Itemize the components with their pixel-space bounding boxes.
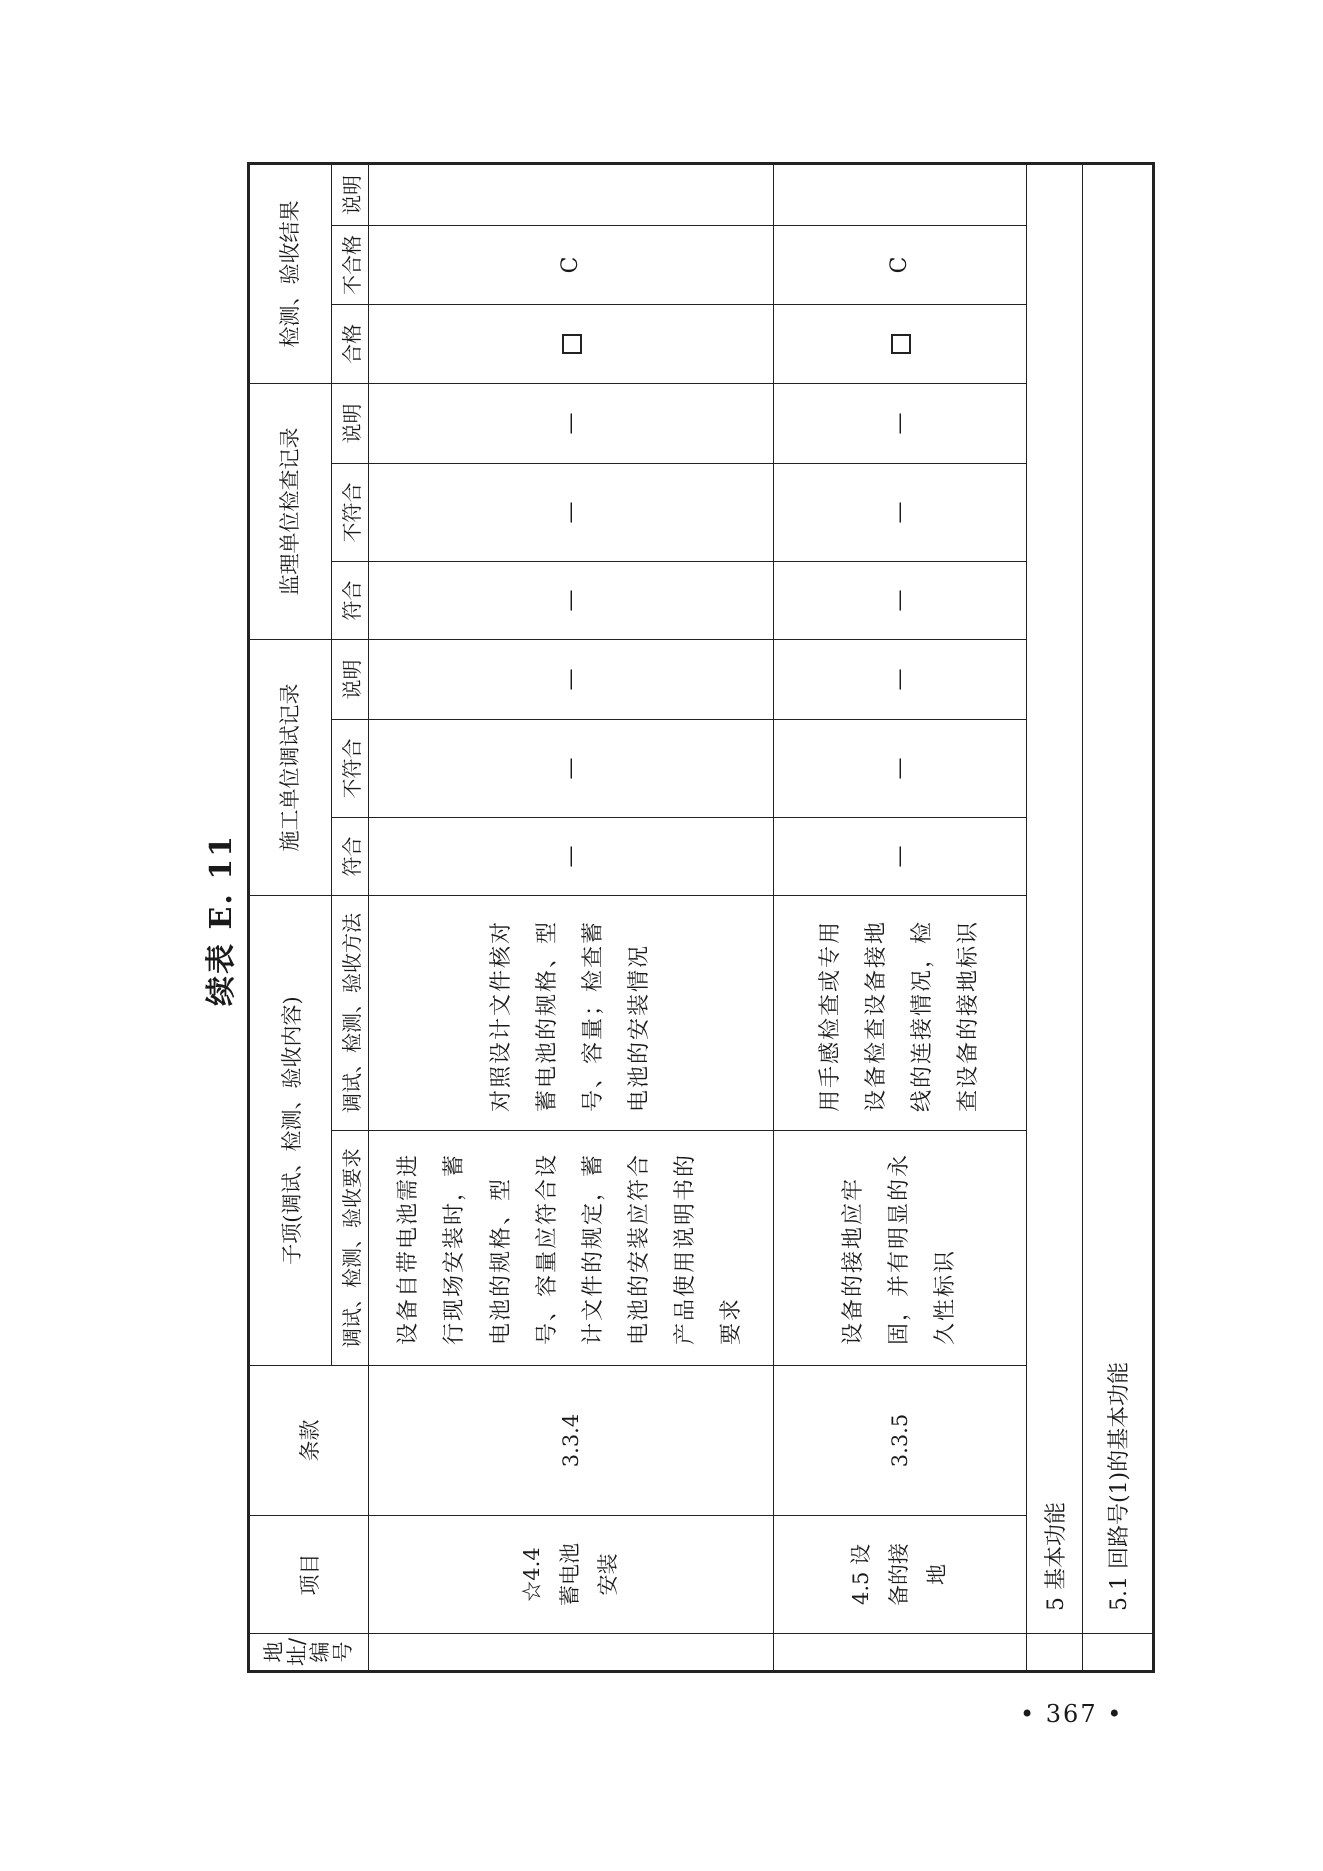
- address-cell: [1026, 1634, 1082, 1672]
- table-row: [773, 163, 1026, 1671]
- fail-header: 不合格: [332, 225, 369, 304]
- clause-cell: 3.3.4: [368, 1366, 773, 1516]
- address-cell: [1082, 1634, 1153, 1672]
- result-note-cell[interactable]: [773, 163, 1026, 225]
- s-conform-cell[interactable]: —: [773, 561, 1026, 639]
- result-header: 检测、验收结果: [249, 163, 332, 383]
- s-conform-header: 符合: [332, 561, 369, 639]
- table-container: [247, 174, 1155, 1673]
- c-conform-cell[interactable]: —: [368, 817, 773, 895]
- clause-cell: 3.3.5: [773, 1366, 1026, 1516]
- address-cell: [773, 1634, 1026, 1672]
- method-cell: 用手感检查或专用设备检查设备接地线的连接情况，检查设备的接地标识: [773, 895, 1026, 1130]
- section-basic-function: 5 基本功能: [1026, 163, 1082, 1633]
- method-header: 调试、检测、验收方法: [332, 895, 369, 1130]
- section-row: [1026, 163, 1082, 1671]
- c-nonconform-header: 不符合: [332, 719, 369, 817]
- c-conform-header: 符合: [332, 817, 369, 895]
- s-note-cell[interactable]: —: [368, 383, 773, 463]
- requirement-cell: 设备的接地应牢固，并有明显的永久性标识: [773, 1131, 1026, 1366]
- construction-header: 施工单位调试记录: [249, 639, 332, 895]
- result-note-header: 说明: [332, 163, 369, 225]
- c-conform-cell[interactable]: —: [773, 817, 1026, 895]
- pass-cell[interactable]: [773, 304, 1026, 383]
- c-note-header: 说明: [332, 639, 369, 719]
- item-header: 项目: [249, 1516, 369, 1634]
- subitem-header: 子项(调试、检测、验收内容): [249, 895, 332, 1365]
- clause-header: 条款: [249, 1366, 369, 1516]
- s-note-header: 说明: [332, 383, 369, 463]
- requirement-header: 调试、检测、验收要求: [332, 1131, 369, 1366]
- pass-cell[interactable]: [368, 304, 773, 383]
- requirement-cell: 设备自带电池需进行现场安装时，蓄电池的规格、型号、容量应符合设计文件的规定，蓄电池的安装应符合产品使用说明书的要求: [368, 1131, 773, 1366]
- page-title: 续表 E. 11: [204, 834, 240, 1006]
- method-cell: 对照设计文件核对蓄电池的规格、型号、容量；检查蓄电池的安装情况: [368, 895, 773, 1130]
- section-row: [1082, 163, 1153, 1671]
- c-nonconform-cell[interactable]: —: [773, 719, 1026, 817]
- section-loop-function: 5.1 回路号(1)的基本功能: [1082, 163, 1153, 1633]
- s-nonconform-cell[interactable]: —: [773, 463, 1026, 561]
- fail-cell[interactable]: C: [773, 225, 1026, 304]
- s-nonconform-cell[interactable]: —: [368, 463, 773, 561]
- supervision-header: 监理单位检查记录: [249, 383, 332, 639]
- table-row: [368, 163, 773, 1671]
- address-header: 地址/编号: [249, 1634, 369, 1672]
- pass-checkbox[interactable]: [562, 334, 582, 354]
- s-note-cell[interactable]: —: [773, 383, 1026, 463]
- s-nonconform-header: 不符合: [332, 463, 369, 561]
- pass-header: 合格: [332, 304, 369, 383]
- result-note-cell[interactable]: [368, 163, 773, 225]
- pass-checkbox[interactable]: [891, 334, 911, 354]
- c-note-cell[interactable]: —: [773, 639, 1026, 719]
- c-nonconform-cell[interactable]: —: [368, 719, 773, 817]
- s-conform-cell[interactable]: —: [368, 561, 773, 639]
- address-cell: [368, 1634, 773, 1672]
- item-cell: ☆4.4 蓄电池安装: [368, 1516, 773, 1634]
- c-note-cell[interactable]: —: [368, 639, 773, 719]
- page-number: • 367 •: [1020, 1700, 1124, 1728]
- acceptance-table: [247, 162, 1155, 1673]
- item-cell: 4.5 设备的接地: [773, 1516, 1026, 1634]
- fail-cell[interactable]: C: [368, 225, 773, 304]
